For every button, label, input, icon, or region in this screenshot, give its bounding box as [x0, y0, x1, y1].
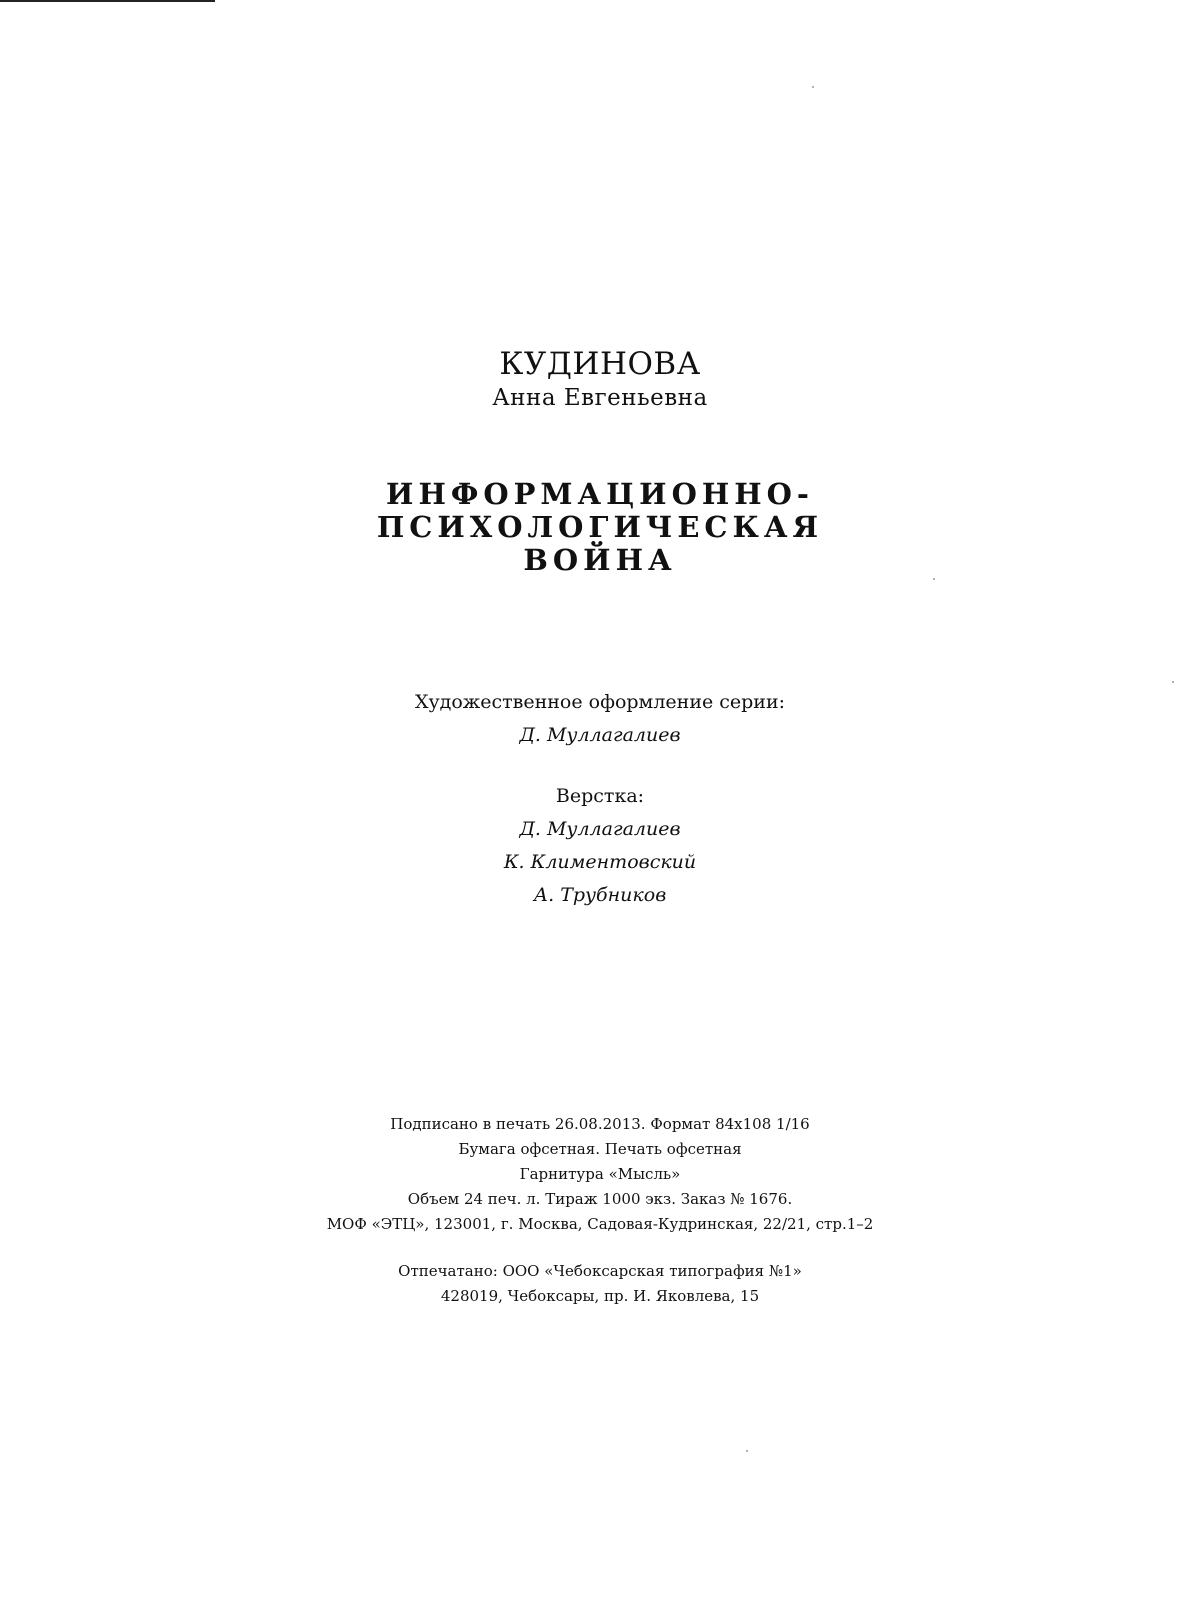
design-label: Художественное оформление серии: — [414, 691, 786, 713]
imprint-line: МОФ «ЭТЦ», 123001, г. Москва, Садовая-Кудринская, 22/21, стр.1–2 — [326, 1215, 874, 1233]
layout-person: А. Трубников — [533, 884, 667, 906]
title-line: ВОЙНА — [523, 543, 677, 577]
printer-line: Отпечатано: ООО «Чебоксарская типография №1» — [398, 1262, 802, 1280]
scan-speck — [746, 1450, 748, 1452]
layout-person: К. Климентовский — [503, 851, 697, 873]
credits-section — [0, 686, 1200, 912]
book-title — [0, 478, 1200, 577]
scan-speck — [812, 86, 814, 88]
title-line: ПСИХОЛОГИЧЕСКАЯ — [376, 510, 824, 544]
printer-line: 428019, Чебоксары, пр. И. Яковлева, 15 — [440, 1287, 760, 1305]
scan-edge-mark — [0, 0, 215, 2]
layout-label: Верстка: — [555, 785, 645, 807]
scan-speck — [933, 578, 935, 580]
scan-speck — [1172, 681, 1174, 683]
imprint-line: Объем 24 печ. л. Тираж 1000 экз. Заказ № 1676. — [407, 1190, 793, 1208]
design-person: Д. Муллагалиев — [519, 724, 681, 746]
imprint-line: Гарнитура «Мысль» — [519, 1165, 681, 1183]
author-name: Анна Евгеньевна — [492, 385, 708, 411]
imprint-line: Бумага офсетная. Печать офсетная — [458, 1140, 742, 1158]
layout-person: Д. Муллагалиев — [519, 818, 681, 840]
imprint-line: Подписано в печать 26.08.2013. Формат 84x108 1/16 — [390, 1115, 810, 1133]
title-line: ИНФОРМАЦИОННО- — [386, 477, 814, 511]
author-surname: КУДИНОВА — [499, 346, 701, 382]
imprint-section — [0, 1112, 1200, 1309]
